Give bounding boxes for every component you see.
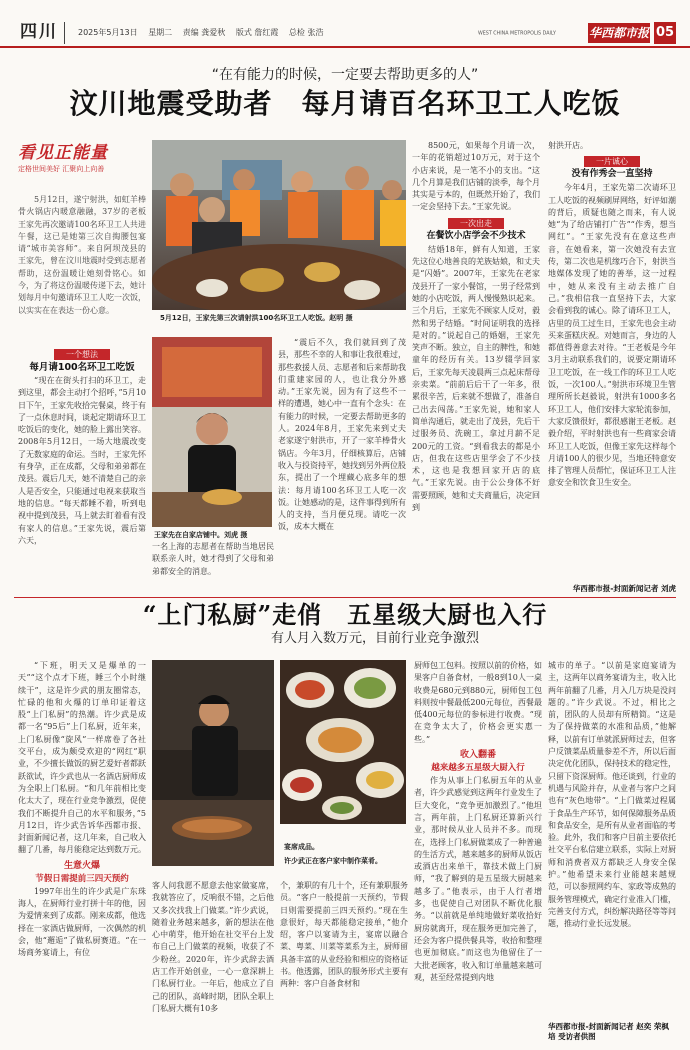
- tag-one-idea: 一个想法: [54, 349, 110, 360]
- layout-credit: 版式 詹红霞: [235, 28, 279, 37]
- header-info: [78, 27, 331, 38]
- photo-chef-cooking: [152, 660, 274, 866]
- editor: 责编 龚爱秋: [182, 28, 226, 37]
- photo-workers-dining: [152, 140, 406, 310]
- photo1-caption: 5月12日，王家先第三次请射洪100名环卫工人吃饭。赵明 摄: [160, 314, 353, 322]
- photo-banquet-dishes: [280, 660, 406, 824]
- photo2-caption: 王家先在自家店铺中。刘虎 摄: [154, 531, 248, 539]
- subhead-income-doubled: 收入翻番: [459, 750, 496, 761]
- subhead-no-show: 没有作秀会一直坚持: [571, 169, 653, 180]
- page-header: [0, 0, 690, 48]
- newspaper-logo: 华西都市报: [588, 23, 650, 43]
- story2-col1: “下班，明天又是爆单的一天”“这个点才下班，睡三个小时继续干”，这是许少武的朋友圈常态，忙碌的他和火爆的订单印证着这股“上门私厨”的热潮。许少武是成都一名“95后”上门私厨，近年来，上门私厨像“旋风”一样席卷了各社交平台，成为颇受欢迎的“网红”职业，不少擅长做饭的厨艺爱好者都跃跃欲试，许少武也从一名酒店厨师成为全职上门私厨。“和几年前相比变化太大了，现在行业竞争激烈，促使我们不断提升自己的水平和服务，”5月12日，许少武告诉华西都市报、封面新闻记者，这几年来，自己收入翻了几番，每月能稳定达到数万元。 生意火爆 节假日需提前三四天预约 1997年出生的许少武是广东珠海人，在厨师行业打拼十年的他，因为爱情来到了成都。刚来成都，他选择在一家酒店做厨师，一次偶然的机会，他“邂逅”了做私厨赛道。“在一场商务宴请上，有位: [18, 661, 146, 958]
- story1-col5: 射洪开店。 一片诚心 没有作秀会一直坚持 今年4月，王家先第二次请环卫工人吃饭的视频刷屏网络，好评如潮的背后，质疑也随之而来，有人说她“为了给店铺打广告”“作秀，想当网红”。“王家先没有在意这些声音，在她看来，第一次她没有去宣传，第二次也是机缘巧合下，射洪当地媒体发现了她的善举，这一过程中，她从来没有主动去推广自己。”我相信我一直坚持下去，大家会看到我的诚心。除了请环卫工人，店里的员工过生日，王家先也会主动买来蛋糕庆祝。对她而言，身边的人都值得善意去对待。“王老板是今年3月主动联系我们的，说要定期请环卫工吃饭，在一线工作的环卫工人吃饭，一次100人。”射洪市环境卫生管理所所长赵毅说，射洪有1000多名环卫工人，他们安排大家轮流参加，大家反馈很好，都很感谢王老板。赵毅介绍，平时射洪也有一些商家会请环卫工人吃饭，但像王家先这样每个月请100人的很少见，当地还特意安排了管理人员帮忙，保证环卫工人注意安全和饮食卫生安全。: [548, 141, 676, 488]
- story1-kicker: “在有能力的时候，一定要去帮助更多的人”: [211, 67, 479, 83]
- photo4-caption: 宴席成品。: [284, 843, 319, 851]
- column-logo: [18, 142, 130, 180]
- story1-credit: 华西都市报-封面新闻记者 刘虎: [572, 584, 676, 593]
- subhead-holiday-booking: 节假日需提前三四天预约: [35, 873, 129, 884]
- tag-one-departure: 一次出走: [448, 218, 504, 229]
- column-logo-title: 看见正能量: [18, 143, 108, 163]
- subhead-business-booming: 生意火爆: [63, 860, 100, 871]
- issue-date: 2025年5月13日: [78, 28, 138, 37]
- checker: 总检 张浩: [288, 28, 324, 37]
- subhead-monthly-meal: 每月请100名环卫工吃饭: [29, 362, 135, 373]
- story1-headline: 汶川地震受助者 每月请百名环卫工人吃饭: [69, 87, 621, 120]
- story2-col3: 个，兼职的有几十个，还有兼职服务员。“客户一般提前一天预约，节假日则需要提前三四天预约。”现在生意很好，每天都能稳定接单，”他介绍，客户以宴请为主，宴席以融合菜、粤菜、川菜等菜系为主，厨师留具备丰富的从业经验和相应的资格证书。他透露，团队的服务形式主要有两种：客户自备食材和: [280, 881, 408, 989]
- english-masthead: WEST CHINA METROPOLIS DAILY: [478, 30, 556, 37]
- story2-col5: 城市的单子。“以前是家庭宴请为主，这两年以商务宴请为主，收入比两年前翻了几番，月入几万块是没问题的。”许少武说。不过，相比之前，团队的人员却有所精简。“这是为了保持做菜的水准和品质，”他解释，以前有订单就派厨师过去，但客户反馈菜品质量参差不齐，所以后面决定优化团队，保持技术的稳定性，只留下资深厨师。他还谈到，行业的机遇与风险并存，从业者与客户之间也有“灰色地带”。“上门做菜过程属于食品生产环节，如何保障服务品质和食品安全，是所有从业者面临的考验。此外，我们和客户目前主要依托社交平台私信建立联系，实际上对厨师和消费者双方都缺乏人身安全保护。”他希望未来行业能越来越规范，可以参照网约车、家政等成熟的服务管理模式，确定行业准入门槛，完善支付方式，纠纷解决路径等等问题，推动行业长远发展。: [548, 661, 676, 929]
- story2-headline: “上门私厨”走俏 五星级大厨也入行: [142, 600, 548, 629]
- story1-col4: 8500元，如果每个月请一次，一年的花销超过10万元，对于这个小店来说，是一笔不小的支出。“这几个月算是我们店铺的淡季，每个月其实是亏本的，但既然开始了，我们一定会坚持下去。”王家先说。 一次出走 在餐饮小店学会不少技术 结婚18年，鲜有人知道，王家先这位心地善良的羌族姑娘，和丈夫是“闪婚”。2007年，王家先在老家茂县开了一家小餐馆，一男子经常到她的小店吃饭，两人慢慢熟识起来。三个月后，王家先不顾家人反对，毅然和男子结婚。“时间证明我的选择是对的。”说起自己的婚姻，王家先笑声不断。独立，自主的脾性，和她童年的经历有关。13岁辍学回家后，王家先每天凌晨两三点起床帮母亲卖菜。“前前后后干了一年多，很累很辛苦，后来就不想做了，准备自己出去闯荡。”王家先说，她和家人简单沟通后，就走出了茂县，先后干过服务员、洗碗工，拿过月薪不足200元的工资。“到看我去的都是小店，但我在这些店里学会了不少技术，这也是我想回家开店的底气。”王家先说。由于公公身体不好需要照顾，她和丈夫商量后，决定回到: [412, 141, 540, 513]
- column-logo-tagline: 定格世间美好 汇聚向上向善: [18, 165, 105, 173]
- tag-sincerity: 一片诚心: [584, 156, 640, 167]
- story2-col2: 客人问我愿不愿意去他家做宴席，我就答应了，反响很不错，之后他又多次找我上门做菜。”许少武说，随着业务越来越多，新的想法在他心中萌芽，他开始在社交平台上发布自己上门做菜的视频，收获了不少粉丝。2020年，许少武辞去酒店工作开始创业，一心一意深耕上门私厨行业。一年后，他成立了自己的团队，高峰时期，团队全职上门私厨大概有10多: [152, 881, 274, 1013]
- story2-credit: 华西都市报-封面新闻记者 赵奕 荣枫培 受访者供图: [548, 1022, 669, 1041]
- story1-col2: 一名上海的志愿者在帮助当地居民联系亲人时，她才得到了父母和弟弟都安全的消息。: [152, 542, 274, 576]
- photo3-caption: 许少武正在客户家中制作菜肴。: [284, 857, 382, 865]
- story1-col1: 一个想法 每月请100名环卫工吃饭 “现在在街头打扫的环卫工，走到这里，都会主动打个招呼，”5月10日下午，王家先收拾完餐桌，终于有了一点休息时间，谈起定期请环卫工吃饭后的变化，她的脸上露出笑容。2008年5月12日，一场大地震改变了无数家庭的命运。当时，王家先怀有身孕，正在成都，父母和弟弟都在茂县。震后几天，她不清楚自己的亲人是否安全，只能通过电视来获取当地的信息。“每天都睡不着，听到电视中提到茂县，马上就去盯着看有没有家人的信息。”王家先说，震后第六天，: [18, 350, 146, 545]
- weekday: 星期二: [148, 28, 173, 37]
- story1-lede: 5月12日，遂宁射洪，如虹羊棒骨火锅店内暖意融融，37岁的老板王家先再次邀请100名环卫工人共进午餐，这已是她第三次自掏腰包宴请“城市美容师”。来自阿坝茂县的王家先，曾在汶川地震时受到志愿者帮助，这份温暖让她刻骨铭心。如今，为了将这份温暖传递下去，她计划每月中旬邀请环卫工人吃一次饭，以实实在在表达一份心意。: [18, 195, 146, 315]
- subhead-five-star-chefs: 越来越多五星级大厨入行: [431, 763, 525, 774]
- story1-col3: “震后不久，我们就回到了茂县，那些不幸的人和事让我很难过，那些救援人员、志愿者和后来帮助我们重建家园的人，也让我分外感动。”王家先说，因为有了这些不一样的遭遇，她心中一直有个念头：在有能力的时候，一定要去帮助更多的人。2024年8月，王家先来到丈夫老家遂宁射洪市，开了一家羊棒骨火锅店。今年3月，仔细核算后，店铺收入与投资持平，她找到另外两位股东，提出了一个埋藏心底多年的想法：每月请100名环卫工人吃一次饭。让她感动的是，这件事得到所有人的支持，当月便兑现。请吃一次饭，成本大概在: [278, 338, 406, 532]
- subhead-learned-skills: 在餐饮小店学会不少技术: [426, 230, 526, 241]
- photo-wang-in-shop: [152, 337, 272, 527]
- story2-col4: 厨师包工包料。按照以前的价格，如果客户自备食材，一般8到10人一桌收费是680元到880元，厨师包工包料则按中餐最低200元每位，西餐最低400元每位的参标进行收费。“现在竞争太大了，价格会更实惠一些。” 收入翻番 越来越多五星级大厨入行 作为从事上门私厨五年的从业者，许少武感觉到这两年行业发生了巨大变化，“竞争更加激烈了。”他坦言，两年前，上门私厨还算新兴行业，那时候从业人员并不多。而现在，选择上门私厨做菜成了一种普遍的生活方式，越来越多的厨师从饭店或酒店出来单干，靠技术做上门厨师，“我了解到的是五星级大厨越来越多了。”他表示，由于人行者增多，也促使自己对团队不断优化服务。“以前就是单纯地做好菜收拾好厨房就离开，现在服务更加完善了，还会为客户提供餐具等，收拾和整理也更加彻底。”而这也为他留住了一大批老顾客，收入和订单量越来越可观，甚至经常提到内地: [414, 661, 542, 982]
- story2-subhead: 有人月入数万元，目前行业竞争激烈: [270, 631, 479, 646]
- page-number: 05: [654, 22, 676, 44]
- section-name: 四川: [20, 22, 65, 44]
